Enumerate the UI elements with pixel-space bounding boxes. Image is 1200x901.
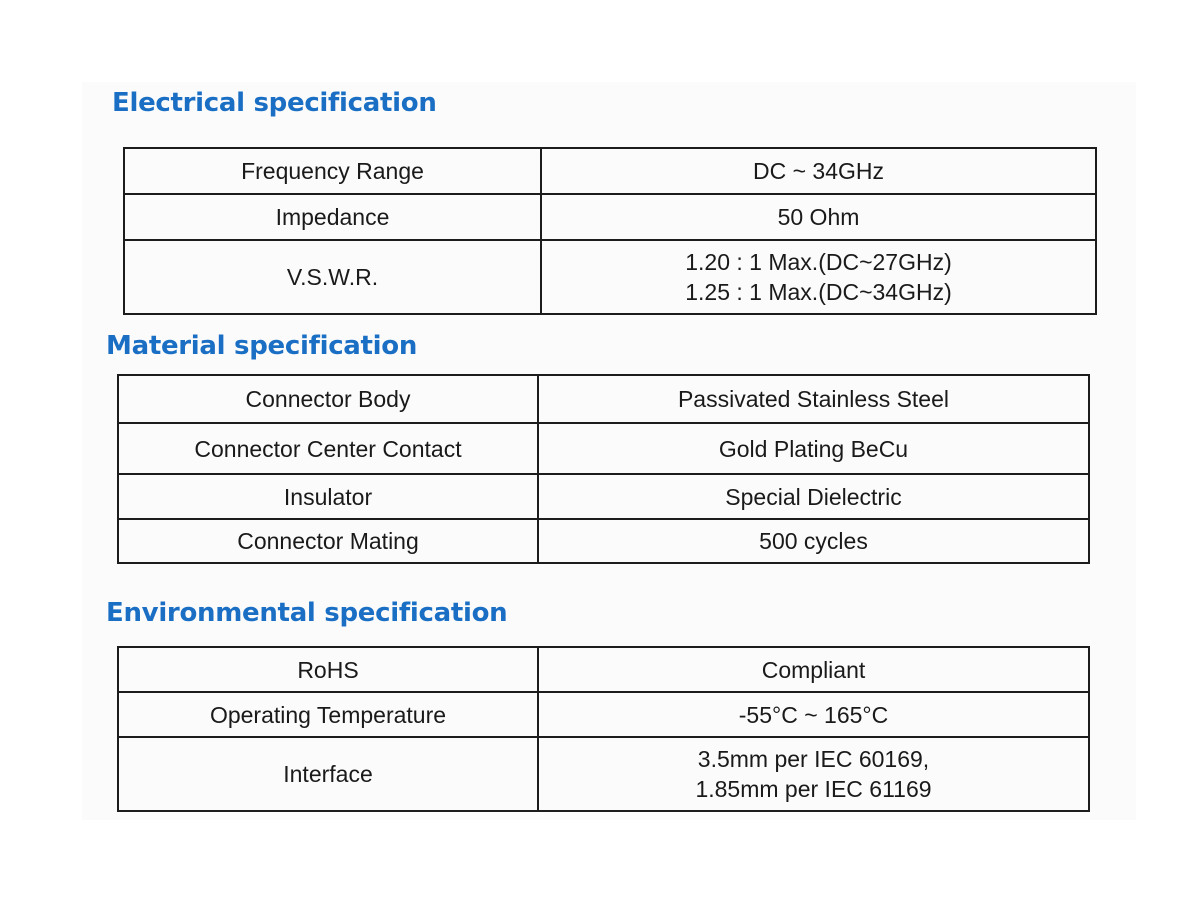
spec-value-line: 3.5mm per IEC 60169,	[697, 746, 930, 772]
spec-value: -55°C ~ 165°C	[538, 692, 1089, 737]
table-row	[118, 519, 1089, 563]
spec-label: Connector Center Contact	[118, 423, 538, 474]
spec-label: Insulator	[118, 474, 538, 519]
spec-label: Operating Temperature	[118, 692, 538, 737]
spec-label: Interface	[118, 737, 538, 811]
table-row	[124, 148, 1096, 194]
table-row	[118, 692, 1089, 737]
material-table	[117, 374, 1090, 564]
spec-label: Impedance	[124, 194, 541, 240]
spec-value: Gold Plating BeCu	[538, 423, 1089, 474]
table-row	[118, 737, 1089, 811]
table-row	[118, 647, 1089, 692]
spec-value	[541, 240, 1096, 314]
spec-value: Compliant	[538, 647, 1089, 692]
material-heading: Material specification	[106, 331, 418, 361]
spec-value: DC ~ 34GHz	[541, 148, 1096, 194]
table-row	[118, 423, 1089, 474]
spec-value: 50 Ohm	[541, 194, 1096, 240]
table-row	[118, 474, 1089, 519]
table-row	[118, 375, 1089, 423]
spec-value: 500 cycles	[538, 519, 1089, 563]
environmental-heading: Environmental specification	[106, 598, 508, 628]
spec-value: Passivated Stainless Steel	[538, 375, 1089, 423]
environmental-table	[117, 646, 1090, 812]
spec-value-line: 1.20 : 1 Max.(DC~27GHz)	[685, 249, 952, 275]
electrical-table	[123, 147, 1097, 315]
spec-value-line: 1.85mm per IEC 61169	[695, 776, 932, 802]
table-row	[124, 240, 1096, 314]
spec-label: Frequency Range	[124, 148, 541, 194]
electrical-heading: Electrical specification	[112, 88, 437, 118]
spec-value	[538, 737, 1089, 811]
spec-label: Connector Mating	[118, 519, 538, 563]
table-row	[124, 194, 1096, 240]
spec-label: V.S.W.R.	[124, 240, 541, 314]
spec-value-line: 1.25 : 1 Max.(DC~34GHz)	[685, 279, 952, 305]
spec-label: RoHS	[118, 647, 538, 692]
spec-label: Connector Body	[118, 375, 538, 423]
spec-value: Special Dielectric	[538, 474, 1089, 519]
